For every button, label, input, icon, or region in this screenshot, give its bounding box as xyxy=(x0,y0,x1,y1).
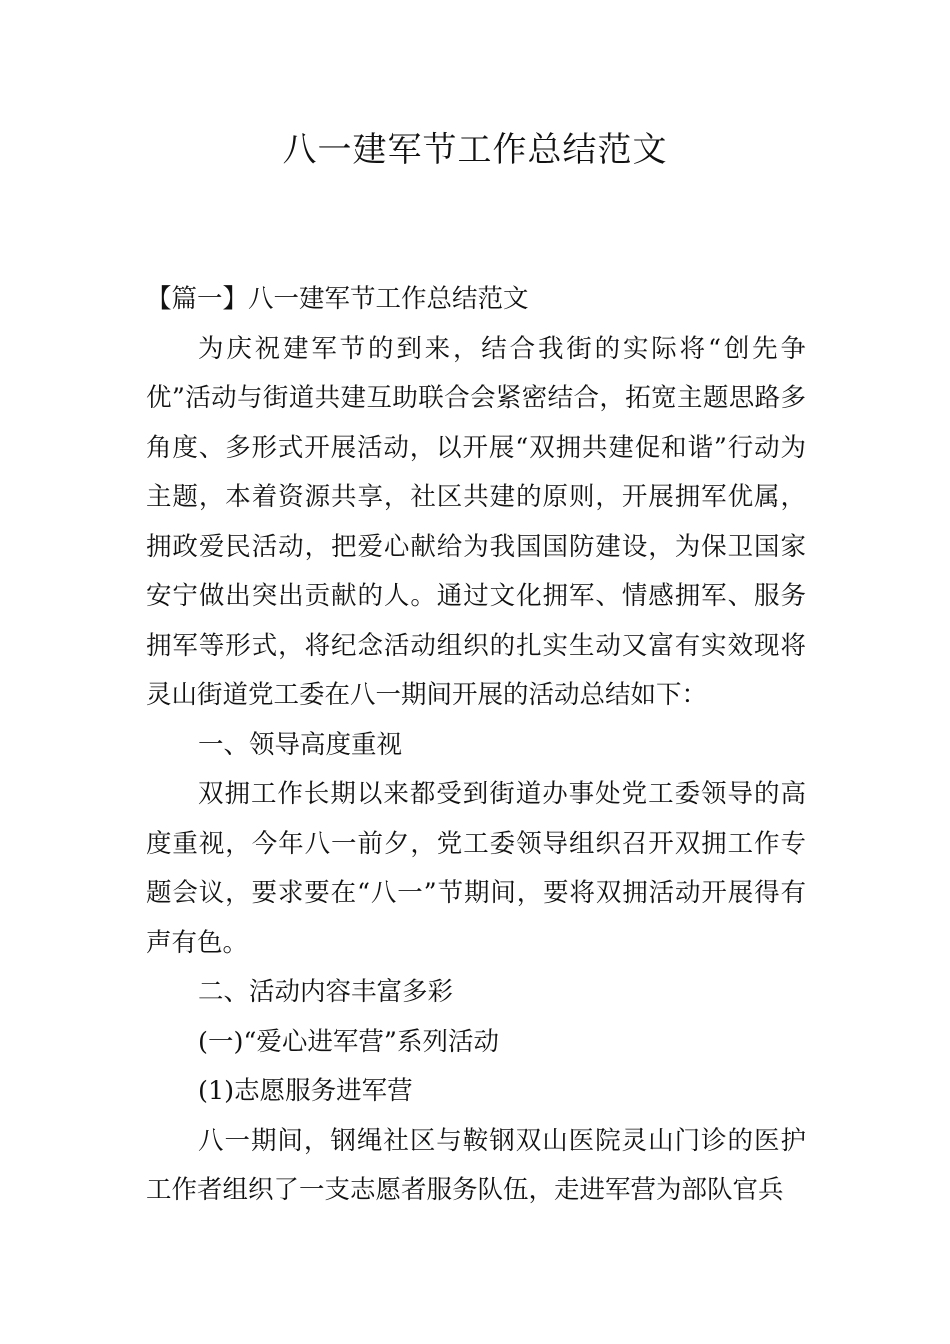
document-body xyxy=(146,275,806,1216)
section-heading: 【篇一】八一建军节工作总结范文 xyxy=(146,284,529,314)
section-heading: 二、活动内容丰富多彩 xyxy=(198,977,454,1007)
section-heading: 一、领导高度重视 xyxy=(198,729,403,760)
subsection-heading: (一)“爱心进军营”系列活动 xyxy=(198,1026,499,1057)
paragraph: 八一期间，钢绳社区与鞍钢双山医院灵山门诊的医护工作者组织了一支志愿者服务队伍，走进军营为部队官兵 xyxy=(146,1125,806,1205)
document-title: 八一建军节工作总结范文 xyxy=(282,130,668,170)
paragraph: 为庆祝建军节的到来，结合我街的实际将“创先争优”活动与街道共建互助联合会紧密结合，拓宽主题思路多角度、多形式开展活动，以开展“双拥共建促和谐”行动为主题，本着资源共享，社区共建的原则，开展拥军优属，拥政爱民活动，把爱心献给为我国国防建设，为保卫国家安宁做出突出贡献的人。通过文化拥军、情感拥军、服务拥军等形式，将纪念活动组织的扎实生动又富有实效现将灵山街道党工委在八一期间开展的活动总结如下： xyxy=(146,333,806,710)
paragraph: 双拥工作长期以来都受到街道办事处党工委领导的高度重视，今年八一前夕，党工委领导组织召开双拥工作专题会议，要求要在“八一”节期间，要将双拥活动开展得有声有色。 xyxy=(146,779,806,958)
subsection-heading: (1)志愿服务进军营 xyxy=(198,1076,413,1106)
